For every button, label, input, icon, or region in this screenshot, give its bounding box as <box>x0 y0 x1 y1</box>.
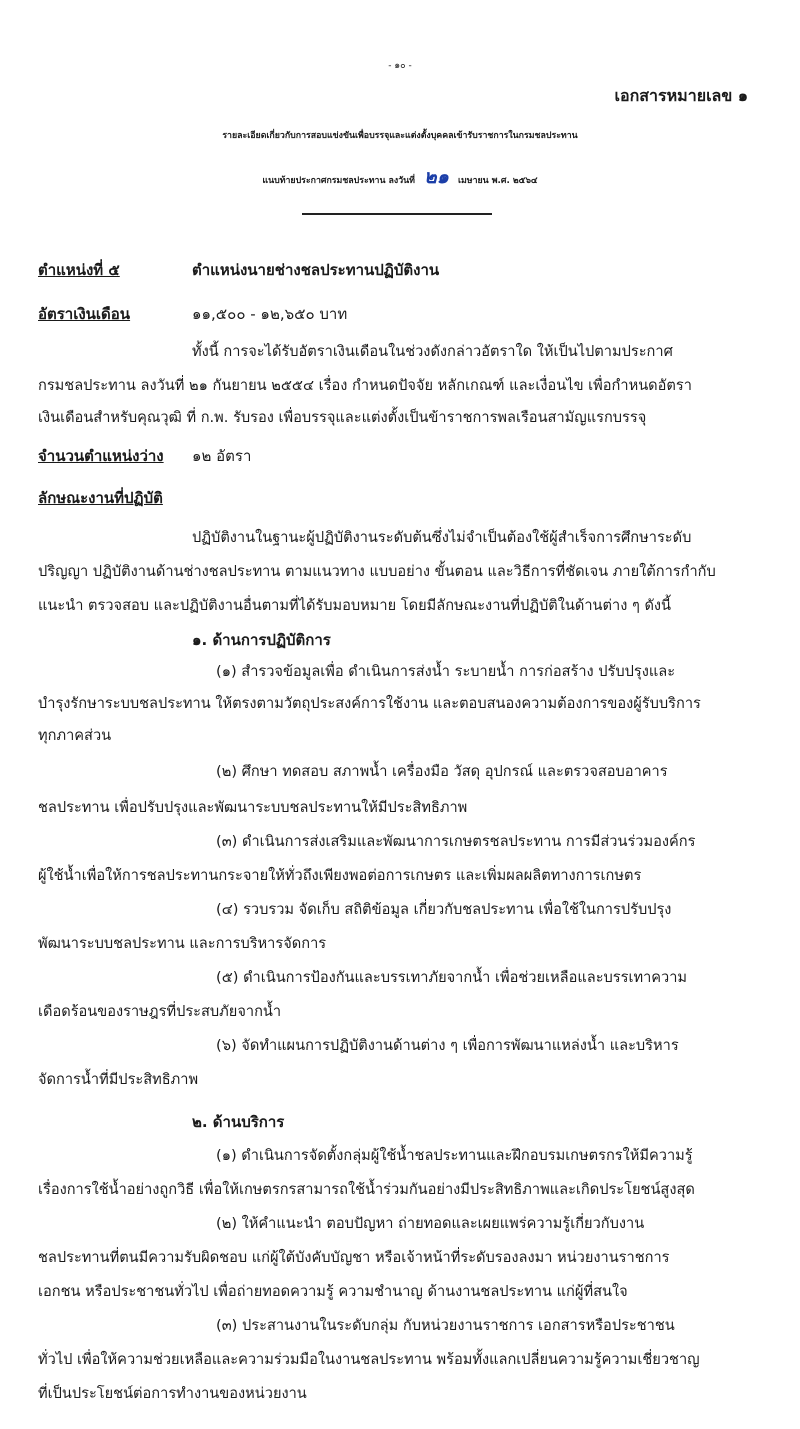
section-1-item-3-line: ผู้ใช้น้ำเพื่อให้การชลประทานกระจายให้ทั่วถึงเพียงพอต่อการเกษตร และเพิ่มผลผลิตทางการเกษตร <box>38 867 642 884</box>
section-2-item-2-line: ชลประทานที่ตนมีความรับผิดชอบ แก่ผู้ใต้บังคับบัญชา หรือเจ้าหน้าที่ระดับรองลงมา หน่วยงานราชการ <box>38 1249 670 1266</box>
section-1-item-1-line: (๑) สำรวจข้อมูลเพื่อ ดำเนินการส่งน้ำ ระบายน้ำ การก่อสร้าง ปรับปรุงและ <box>216 663 676 680</box>
section-2-item-3-line: ที่เป็นประโยชน์ต่อการทำงานของหน่วยงาน <box>38 1385 307 1402</box>
page-number: - ๑๐ - <box>388 61 412 71</box>
job-intro-line: ปฏิบัติงานในฐานะผู้ปฏิบัติงานระดับต้นซึ่งไม่จำเป็นต้องใช้ผู้สำเร็จการศึกษาระดับ <box>192 529 692 546</box>
position-value: ตำแหน่งนายช่างชลประทานปฏิบัติงาน <box>192 261 440 279</box>
section-2-item-3-line: ทั่วไป เพื่อให้ความช่วยเหลือและความร่วมมือในงานชลประทาน พร้อมทั้งแลกเปลี่ยนความรู้ความเชี่ยวชาญ <box>38 1351 700 1368</box>
section-2-item-2-line: เอกชน หรือประชาชนทั่วไป เพื่อถ่ายทอดความรู้ ความชำนาญ ด้านงานชลประทาน แก่ผู้ที่สนใจ <box>38 1283 628 1300</box>
job-description-label: ลักษณะงานที่ปฏิบัติ <box>38 489 163 507</box>
title-line-2 <box>0 162 800 192</box>
salary-note-line: ทั้งนี้ การจะได้รับอัตราเงินเดือนในช่วงดังกล่าวอัตราใด ให้เป็นไปตามประกาศ <box>192 343 673 360</box>
section-1-item-1-line: ทุกภาคส่วน <box>38 727 112 744</box>
section-1-heading: ๑. ด้านการปฏิบัติการ <box>192 631 331 649</box>
salary-value: ๑๑,๕๐๐ - ๑๒,๖๕๐ บาท <box>192 305 348 323</box>
title-line-1: รายละเอียดเกี่ยวกับการสอบแข่งขันเพื่อบรรจุและแต่งตั้งบุคคลเข้ารับราชการในกรมชลประทาน <box>222 131 578 141</box>
section-2-item-3-line: (๓) ประสานงานในระดับกลุ่ม กับหน่วยงานราชการ เอกสารหรือประชาชน <box>216 1317 675 1334</box>
section-2-item-2-line: (๒) ให้คำแนะนำ ตอบปัญหา ถ่ายทอดและเผยแพร่ความรู้เกี่ยวกับงาน <box>216 1215 645 1232</box>
position-label: ตำแหน่งที่ ๕ <box>38 261 120 279</box>
salary-note-line: เงินเดือนสำหรับคุณวุฒิ ที่ ก.พ. รับรอง เพื่อบรรจุและแต่งตั้งเป็นข้าราชการพลเรือนสามัญแรกบรรจุ <box>38 409 647 426</box>
title-line-2-suffix: เมษายน พ.ศ. ๒๕๖๔ <box>457 176 538 186</box>
section-1-item-1-line: บำรุงรักษาระบบชลประทาน ให้ตรงตามวัตถุประสงค์การใช้งาน และตอบสนองความต้องการของผู้รับบริการ <box>38 695 701 712</box>
job-intro-line: ปริญญา ปฏิบัติงานด้านช่างชลประทาน ตามแนวทาง แบบอย่าง ขั้นตอน และวิธีการที่ชัดเจน ภายใต้การกำกับ <box>38 563 716 580</box>
job-intro-line: แนะนำ ตรวจสอบ และปฏิบัติงานอื่นตามที่ได้รับมอบหมาย โดยมีลักษณะงานที่ปฏิบัติในด้านต่าง ๆ ดังนี้ <box>38 597 672 614</box>
section-1-item-5-line: เดือดร้อนของราษฎรที่ประสบภัยจากน้ำ <box>38 1003 282 1020</box>
section-1-item-4-line: (๔) รวบรวม จัดเก็บ สถิติข้อมูล เกี่ยวกับชลประทาน เพื่อใช้ในการปรับปรุง <box>216 901 672 918</box>
section-2-item-1-line: (๑) ดำเนินการจัดตั้งกลุ่มผู้ใช้น้ำชลประทานและฝึกอบรมเกษตรกรให้มีความรู้ <box>216 1147 693 1164</box>
divider-line <box>302 213 492 215</box>
section-1-item-6-line: จัดการน้ำที่มีประสิทธิภาพ <box>38 1071 199 1088</box>
handwritten-day: ๒๑ <box>424 166 449 188</box>
section-2-item-1-line: เรื่องการใช้น้ำอย่างถูกวิธี เพื่อให้เกษตรกรสามารถใช้น้ำร่วมกันอย่างมีประสิทธิภาพและเกิดประโยชน์สูงสุด <box>38 1181 695 1198</box>
section-1-item-2-line: ชลประทาน เพื่อปรับปรุงและพัฒนาระบบชลประทานให้มีประสิทธิภาพ <box>38 799 468 816</box>
section-1-item-4-line: พัฒนาระบบชลประทาน และการบริหารจัดการ <box>38 935 327 952</box>
section-2-heading: ๒. ด้านบริการ <box>192 1113 285 1131</box>
title-line-2-prefix: แนบท้ายประกาศกรมชลประทาน ลงวันที่ <box>262 176 415 186</box>
section-1-item-6-line: (๖) จัดทำแผนการปฏิบัติงานด้านต่าง ๆ เพื่อการพัฒนาแหล่งน้ำ และบริหาร <box>216 1037 679 1054</box>
vacancies-label: จำนวนตำแหน่งว่าง <box>38 447 164 465</box>
section-1-item-2-line: (๒) ศึกษา ทดสอบ สภาพน้ำ เครื่องมือ วัสดุ อุปกรณ์ และตรวจสอบอาคาร <box>216 763 668 780</box>
salary-label: อัตราเงินเดือน <box>38 305 131 323</box>
salary-note-line: กรมชลประทาน ลงวันที่ ๒๑ กันยายน ๒๕๕๔ เรื่อง กำหนดปัจจัย หลักเกณฑ์ และเงื่อนไข เพื่อกำหนดอัตรา <box>38 377 692 394</box>
section-1-item-3-line: (๓) ดำเนินการส่งเสริมและพัฒนาการเกษตรชลประทาน การมีส่วนร่วมองค์กร <box>216 833 696 850</box>
vacancies-value: ๑๒ อัตรา <box>192 447 252 465</box>
section-1-item-5-line: (๕) ดำเนินการป้องกันและบรรเทาภัยจากน้ำ เพื่อช่วยเหลือและบรรเทาความ <box>216 969 688 986</box>
document-number: เอกสารหมายเลข ๑ <box>614 86 748 105</box>
